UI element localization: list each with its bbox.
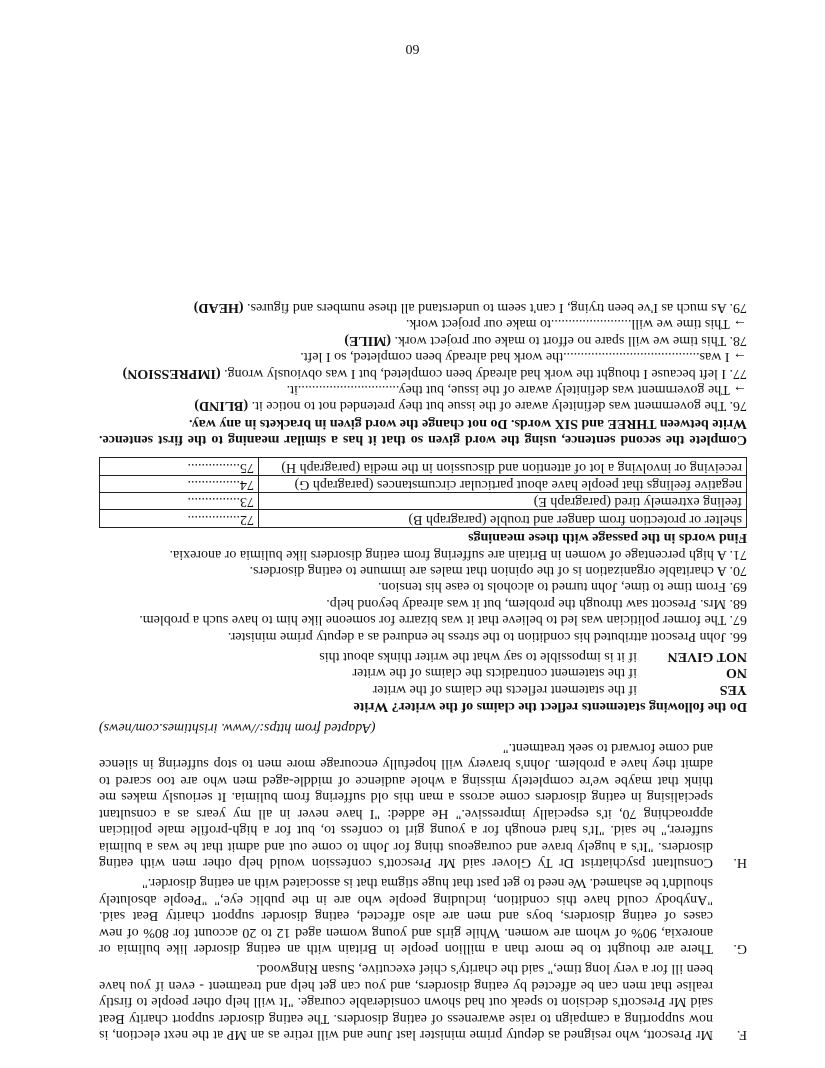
transformation-item <box>99 364 747 380</box>
legend-desc: if the statement reflects the claims of the writer <box>372 681 637 697</box>
paragraph-g <box>99 872 747 956</box>
transformation-item <box>99 299 747 315</box>
section-instruction: Complete the second sentence, using the word given so that it has a similar meaning to the first sentence. Write between THREE and SIX words. Do not change the word given in brackets in any way. <box>99 415 747 448</box>
paragraph-label: H. <box>733 854 747 870</box>
meaning-cell: shelter or protection from danger and trouble (paragraph B) <box>259 510 747 527</box>
item-sentence: 76. The government was definitely aware of the issue but they pretended not to notice it. <box>251 398 747 414</box>
content <box>99 299 747 1042</box>
answer-legend <box>99 648 747 697</box>
answer-cell[interactable]: 72............... <box>100 510 259 527</box>
item-answer-line[interactable]: → I was.......................................the work had already been completed, so I left. <box>300 349 747 365</box>
paragraph-label: F. <box>736 1027 747 1042</box>
question: 70. A charitable organization is of the opinion that males are immune to eating disorders. <box>249 563 747 579</box>
item-keyword: (MILE) <box>344 332 391 348</box>
item-sentence: 79. As much as I've been trying, I can't seem to understand all these numbers and figures. <box>247 299 747 315</box>
table-row <box>100 458 747 475</box>
vocabulary-table <box>99 457 747 528</box>
question: 68. Mrs. Prescott saw through the problem, but it was already beyond help. <box>326 595 747 611</box>
section-instruction: Do the following statements reflect the claims of the writer? Write <box>353 699 747 715</box>
meaning-cell: negative feelings that people have about particular circumstances (paragraph G) <box>259 475 747 492</box>
transformation-item <box>99 331 747 347</box>
paragraph-text: Consultant psychiatrist Dr Ty Glover said Mr Prescott's confession would help other men with eating disorders. "It's a hugely brave and courageous thing for John to come out and admit that he was a bulimia sufferer," he said. "It's hard enough for a young girl to confess to, but for a high-profile male politician approaching 70, it's especially impressive." He added: "I have never in all my years as a consultant specialising in eating disorders come across a man this old suffering from bulimia. It seriously makes me think that maybe we're completely missing a whole audience of middle-aged men who are too scared to admit they have a problem. John's bravery will hopefully encourage more men to stop suffering in silence and come forward to seek treatment." <box>99 740 713 870</box>
question: 71. A high percentage of women in Britain are suffering from eating disorders like bulimia or anorexia. <box>169 546 747 562</box>
item-keyword: (HEAD) <box>193 299 244 315</box>
paragraph-label: G. <box>733 940 747 956</box>
answer-cell[interactable]: 74............... <box>100 475 259 492</box>
legend-desc: if it is impossible to say what the writer thinks about this <box>319 649 637 665</box>
table-row <box>100 493 747 510</box>
item-sentence: 78. This time we will spare no effort to make our project work. <box>394 332 747 348</box>
question: 67. The former politician was led to believe that it was bizarre for someone like him to have such a problem. <box>139 612 747 628</box>
table-row <box>100 475 747 492</box>
legend-key: NOT GIVEN <box>667 649 747 665</box>
item-answer-line[interactable]: → The government was definitely aware of the issue, but they.............................it. <box>286 381 747 397</box>
legend-key: YES <box>719 681 747 697</box>
page-number: 60 <box>405 41 420 56</box>
paragraph-h <box>99 737 747 870</box>
paragraph-text: Mr Prescott, who resigned as deputy prime minister last June and will retire as an MP at the next election, is now supporting a campaign to raise awareness of eating disorders. The eating disorder support charity Beat said Mr Prescott's decision to speak out had shown considerable courage. "It will help other people to firstly realise that men can be affected by eating disorders, and you can get help and treatment - even if you have been ill for a very long time," said the charity's chief executive, Susan Ringwood. <box>99 961 713 1042</box>
item-sentence: 77. I left because I thought the work had already been completed, but I was obviously wrong. <box>224 365 747 381</box>
transformation-item <box>99 397 747 413</box>
legend-key: NO <box>726 665 747 681</box>
paragraph-f <box>99 958 747 1042</box>
section-instruction: Find words in the passage with these meanings <box>468 530 747 546</box>
question: 69. From time to time, John turned to alcohols to ease his tension. <box>377 579 747 595</box>
legend-desc: if the statement contradicts the claims of the writer <box>352 665 637 681</box>
answer-cell[interactable]: 75............... <box>100 458 259 475</box>
paragraph-text: There are thought to be more than a million people in Britain with an eating disorder like bulimia or anorexia, 90% of whom are women. While girls and young women aged 12 to 20 account for 80% of new cases of eating disorders, boys and men are also affected, eating disorder support charity Beat said. "Anybody could have this condition, including people who are in the public eye," "People absolutely shouldn't be ashamed. We need to get past that huge stigma that is associated with an eating disorder." <box>99 875 713 956</box>
item-keyword: (IMPRESSION) <box>122 365 221 381</box>
source-citation: (Adapted from https://www. irishtimes.com/news) <box>99 719 376 735</box>
item-keyword: (BLIND) <box>194 398 249 414</box>
item-answer-line[interactable]: → This time we will.......................to make our project work. <box>405 316 747 332</box>
table-row <box>100 510 747 527</box>
meaning-cell: feeling extremely tired (paragraph E) <box>259 493 747 510</box>
answer-cell[interactable]: 73............... <box>100 493 259 510</box>
question: 66. John Prescott attributed his condition to the stress he endured as a deputy prime minister. <box>227 628 747 644</box>
meaning-cell: receiving or involving a lot of attention and discussion in the media (paragraph H) <box>259 458 747 475</box>
